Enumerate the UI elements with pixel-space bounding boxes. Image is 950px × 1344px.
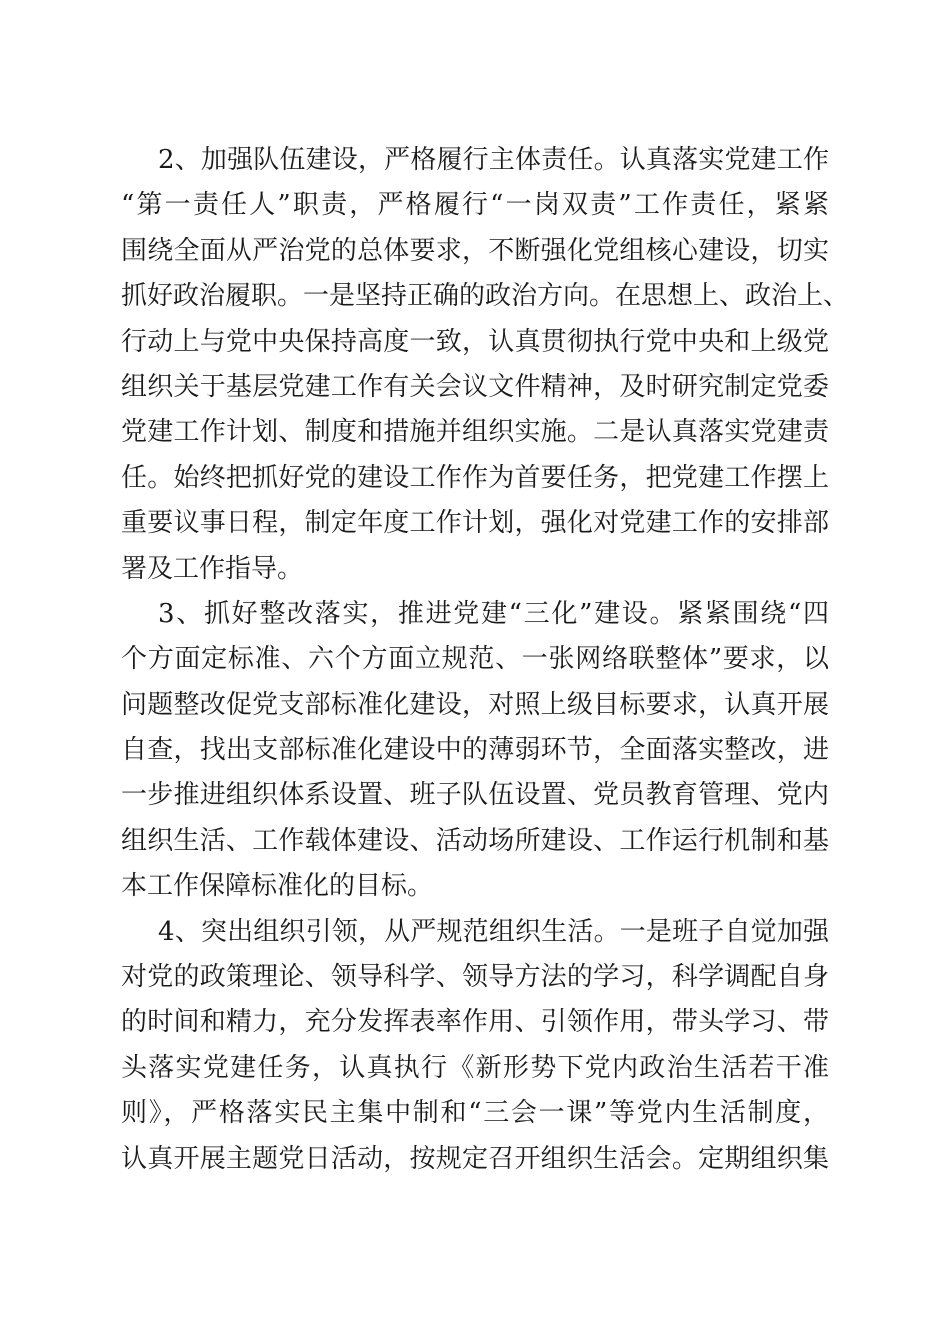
paragraph-2	[121, 138, 850, 592]
paragraph-line: 4、突出组织引领，从严规范组织生活。一是班子自觉加强	[158, 916, 829, 947]
paragraph-line: 对党的政策理论、领导科学、领导方法的学习，科学调配自身	[121, 962, 829, 993]
paragraph-line-last: 本工作保障标准化的目标。	[121, 871, 434, 902]
paragraph-line: 组织关于基层党建工作有关会议文件精神，及时研究制定党委	[121, 371, 829, 402]
paragraph-line: “第一责任人”职责，严格履行“一岗双责”工作责任，紧紧	[121, 190, 829, 221]
paragraph-4	[121, 910, 829, 1182]
paragraph-line: 行动上与党中央保持高度一致，认真贯彻执行党中央和上级党	[121, 326, 829, 357]
paragraph-line: 2、加强队伍建设，严格履行主体责任。认真落实党建工作	[158, 145, 829, 175]
paragraph-line: 头落实党建任务，认真执行《新形势下党内政治生活若干准	[121, 1052, 829, 1083]
paragraph-line: 个方面定标准、六个方面立规范、一张网络联整体”要求，以	[121, 644, 829, 675]
paragraph-line: 问题整改促党支部标准化建设，对照上级目标要求，认真开展	[121, 689, 829, 720]
paragraph-line: 党建工作计划、制度和措施并组织实施。二是认真落实党建责	[121, 417, 829, 448]
paragraph-line: 则》，严格落实民主集中制和“三会一课”等党内生活制度，	[121, 1098, 829, 1129]
paragraph-line: 的时间和精力，充分发挥表率作用、引领作用，带头学习、带	[121, 1007, 829, 1038]
document-body	[121, 138, 850, 1182]
paragraph-line: 一步推进组织体系设置、班子队伍设置、党员教育管理、党内	[121, 780, 829, 811]
paragraph-line: 认真开展主题党日活动，按规定召开组织生活会。定期组织集	[121, 1143, 829, 1174]
paragraph-line-last: 署及工作指导。	[121, 553, 304, 584]
paragraph-line: 围绕全面从严治党的总体要求，不断强化党组核心建设，切实	[121, 235, 829, 266]
paragraph-3	[121, 592, 829, 910]
paragraph-line: 3、抓好整改落实，推进党建“三化”建设。紧紧围绕“四	[158, 598, 829, 629]
paragraph-line: 抓好政治履职。一是坚持正确的政治方向。在思想上、政治上、	[121, 281, 850, 312]
paragraph-line: 重要议事日程，制定年度工作计划，强化对党建工作的安排部	[121, 508, 829, 539]
paragraph-line: 任。始终把抓好党的建设工作作为首要任务，把党建工作摆上	[121, 462, 829, 493]
paragraph-line: 组织生活、工作载体建设、活动场所建设、工作运行机制和基	[121, 825, 829, 856]
paragraph-line: 自查，找出支部标准化建设中的薄弱环节，全面落实整改，进	[121, 735, 829, 766]
